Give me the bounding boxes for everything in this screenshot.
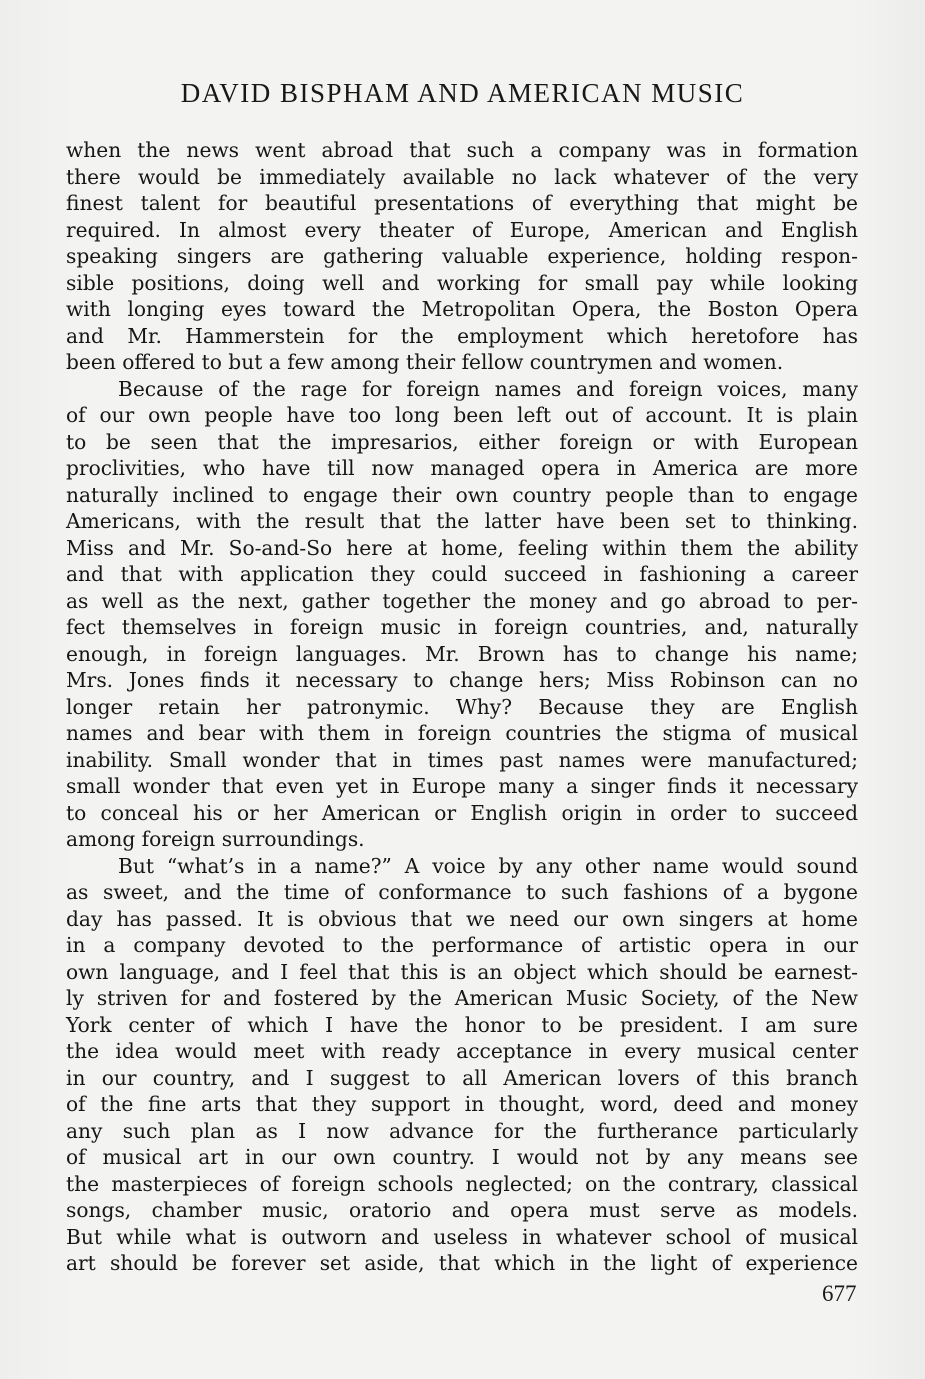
- text-line: sible positions, doing well and working for small pay while looking: [66, 270, 858, 295]
- text-line: in a company devoted to the performance of artistic opera in our: [66, 933, 858, 957]
- text-line: and that with application they could succeed in fashioning a career: [66, 562, 858, 586]
- text-line: as sweet, and the time of conformance to such fashions of a bygone: [66, 880, 858, 904]
- text-line: small wonder that even yet in Europe many a singer finds it necessary: [66, 774, 858, 798]
- text-line: required. In almost every theater of Europe, American and English: [66, 217, 858, 242]
- paragraph-1: [66, 137, 858, 376]
- paragraph-3: [66, 853, 858, 1277]
- text-line: naturally inclined to engage their own country people than to engage: [66, 482, 858, 507]
- paragraph-2: [66, 376, 858, 853]
- text-line: inability. Small wonder that in times past names were manufactured;: [66, 747, 858, 772]
- text-line: finest talent for beautiful presentations of everything that might be: [66, 191, 858, 215]
- text-line: art should be forever set aside, that which in the light of experience: [66, 1251, 858, 1275]
- text-line: names and bear with them in foreign countries the stigma of musical: [66, 721, 858, 745]
- text-line: any such plan as I now advance for the furtherance particularly: [66, 1118, 858, 1143]
- text-line: proclivities, who have till now managed opera in America are more: [66, 456, 858, 480]
- text-line: been offered to but a few among their fellow countrymen and women.: [66, 350, 784, 374]
- text-line: the idea would meet with ready acceptance in every musical center: [66, 1039, 858, 1063]
- running-header: DAVID BISPHAM AND AMERICAN MUSIC: [180, 78, 745, 108]
- text-line: But while what is outworn and useless in whatever school of musical: [66, 1224, 858, 1249]
- text-line: with longing eyes toward the Metropolitan Opera, the Boston Opera: [66, 297, 858, 321]
- text-line: when the news went abroad that such a company was in formation: [66, 138, 858, 162]
- text-line: of our own people have too long been left out of account. It is plain: [66, 403, 858, 427]
- text-line: of the fine arts that they support in thought, word, deed and money: [66, 1092, 858, 1116]
- body-text: [66, 137, 858, 1277]
- text-line: longer retain her patronymic. Why? Because they are English: [66, 694, 858, 719]
- text-line: in our country, and I suggest to all American lovers of this branch: [66, 1065, 858, 1090]
- text-line: Miss and Mr. So-and-So here at home, feeling within them the ability: [66, 535, 858, 560]
- text-line: speaking singers are gathering valuable experience, holding respon-: [66, 244, 858, 268]
- text-line: Because of the rage for foreign names and foreign voices, many: [118, 376, 858, 401]
- text-line: the masterpieces of foreign schools neglected; on the contrary, classical: [66, 1171, 858, 1196]
- text-line: and Mr. Hammerstein for the employment which heretofore has: [66, 323, 858, 348]
- text-line: Mrs. Jones finds it necessary to change hers; Miss Robinson can no: [66, 668, 858, 692]
- text-line: ly striven for and fostered by the American Music Society, of the New: [66, 986, 858, 1010]
- text-line: But “what’s in a name?” A voice by any other name would sound: [118, 853, 858, 878]
- text-line: as well as the next, gather together the money and go abroad to per-: [66, 588, 858, 613]
- text-line: among foreign surroundings.: [66, 827, 365, 851]
- text-line: to conceal his or her American or English origin in order to succeed: [66, 800, 858, 825]
- text-line: Americans, with the result that the latter have been set to thinking.: [66, 509, 858, 533]
- text-line: own language, and I feel that this is an object which should be earnest-: [66, 959, 858, 984]
- text-line: to be seen that the impresarios, either foreign or with European: [66, 429, 858, 454]
- text-line: there would be immediately available no lack whatever of the very: [66, 164, 858, 189]
- text-line: songs, chamber music, oratorio and opera must serve as models.: [66, 1198, 858, 1222]
- page-number: 677: [822, 1281, 857, 1306]
- text-line: day has passed. It is obvious that we need our own singers at home: [66, 906, 858, 931]
- text-line: enough, in foreign languages. Mr. Brown has to change his name;: [66, 641, 858, 666]
- text-line: York center of which I have the honor to be president. I am sure: [66, 1012, 858, 1037]
- text-line: fect themselves in foreign music in foreign countries, and, naturally: [66, 615, 858, 639]
- text-line: of musical art in our own country. I would not by any means see: [66, 1145, 858, 1169]
